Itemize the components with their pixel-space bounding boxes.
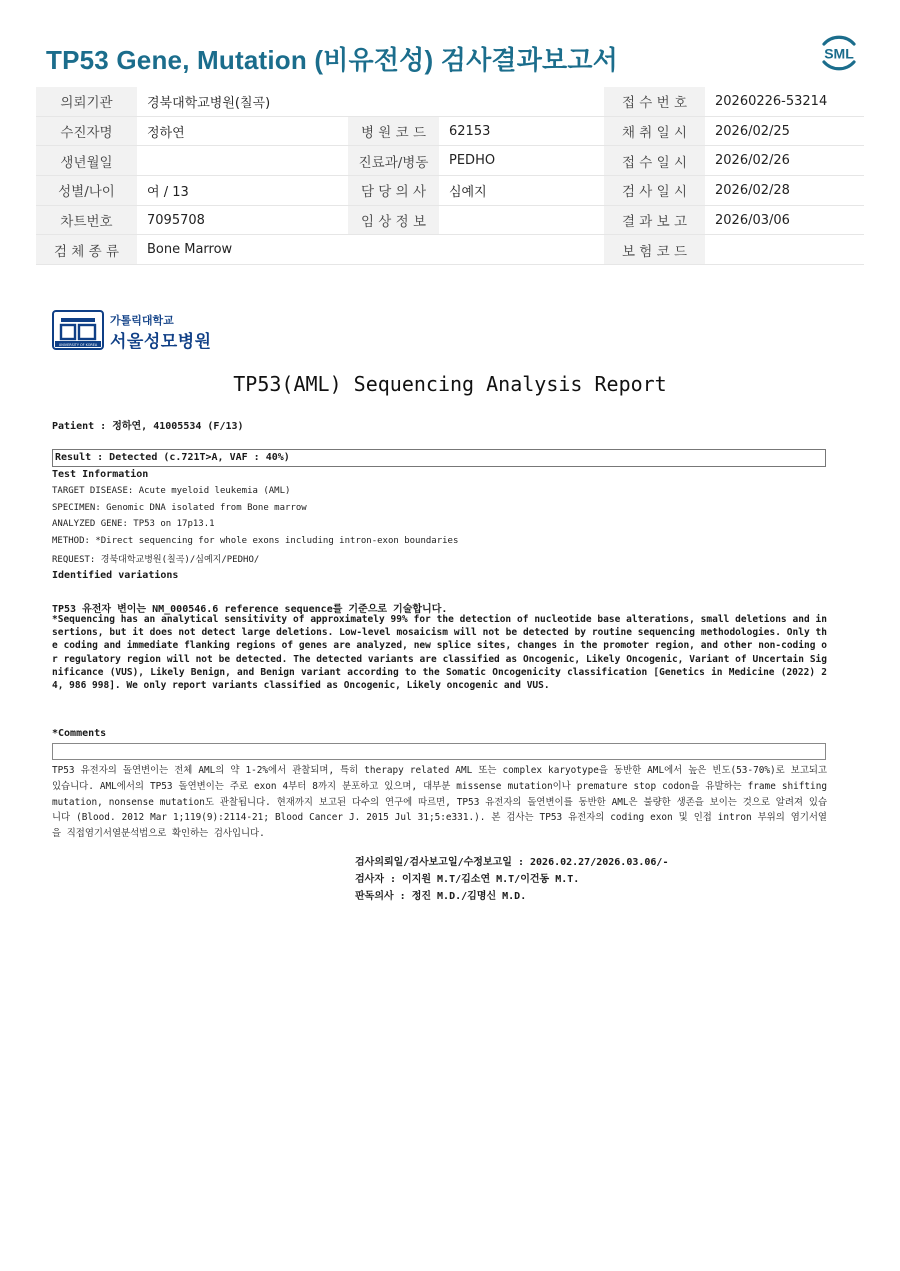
report-title: TP53(AML) Sequencing Analysis Report xyxy=(233,372,667,396)
info-label: 채 취 일 시 xyxy=(604,116,705,146)
info-value: PEDHO xyxy=(439,146,604,176)
target-disease-line: TARGET DISEASE: Acute myeloid leukemia (AML) xyxy=(52,486,291,496)
info-value xyxy=(348,235,439,265)
patient-info-table xyxy=(36,87,864,265)
info-row xyxy=(36,176,864,206)
analyzed-gene-line: ANALYZED GENE: TP53 on 17p13.1 xyxy=(52,519,215,529)
info-value: Bone Marrow xyxy=(137,235,348,265)
info-value: 2026/02/26 xyxy=(705,146,864,176)
info-label: 검 사 일 시 xyxy=(604,176,705,206)
sml-logo xyxy=(816,30,862,76)
hospital-seal-text: UNIVERSITY OF KOREA xyxy=(58,343,98,347)
info-value xyxy=(439,235,604,265)
info-value xyxy=(705,235,864,265)
info-label: 검 체 종 류 xyxy=(36,235,137,265)
info-value: 여 / 13 xyxy=(137,176,348,206)
info-label: 접 수 일 시 xyxy=(604,146,705,176)
result-box: Result : Detected (c.721T>A, VAF : 40%) xyxy=(52,449,826,467)
request-line: REQUEST: 경북대학교병원(칠곡)/심예지/PEDHO/ xyxy=(52,555,260,565)
info-label: 접 수 번 호 xyxy=(604,87,705,116)
info-value xyxy=(348,87,439,116)
info-label: 담 당 의 사 xyxy=(348,176,439,206)
info-label: 결 과 보 고 xyxy=(604,205,705,235)
report-header-title: TP53 Gene, Mutation (비유전성) 검사결과보고서 xyxy=(46,45,618,75)
info-value: 7095708 xyxy=(137,205,348,235)
info-row xyxy=(36,116,864,146)
examiners-line: 검사자 : 이지원 M.T/김소연 M.T/이건동 M.T. xyxy=(355,874,580,885)
comments-box xyxy=(52,743,826,760)
info-value: 2026/02/25 xyxy=(705,116,864,146)
comments-text: TP53 유전자의 돌연변이는 전체 AML의 약 1-2%에서 관찰되며, 특히 therapy related AML 또는 complex karyotype을 동반한 AML에서 높은 빈도(53-70%)로 보고되고 있습니다. AML에서의 TP53 돌연변이는 주로 exon 4부터 8까지 분포하고 있으며, 대부분 missense mutation이나 premature stop codon을 유발하는 frame shifting mutation, nonsense mutation도 관찰됩니다. 현재까지 보고된 다수의 연구에 따르면, TP53 유전자의 돌연변이를 동반한 AML은 불량한 생존을 보이는 것으로 알려져 있습니다 (Blood. 2012 Mar 1;119(9):2114-21; Blood Cancer J. 2015 Jul 31;5:e331.). 본 검사는 TP53 유전자의 coding exon 및 인접 intron 부위의 염기서열을 직접염기서열분석법으로 확인하는 검사입니다. xyxy=(52,765,827,840)
info-value: 20260226-53214 xyxy=(705,87,864,116)
method-line: METHOD: *Direct sequencing for whole exons including intron-exon boundaries xyxy=(52,536,459,546)
info-value: 2026/03/06 xyxy=(705,205,864,235)
comments-heading: *Comments xyxy=(52,728,107,739)
info-label: 임 상 정 보 xyxy=(348,205,439,235)
specimen-line: SPECIMEN: Genomic DNA isolated from Bone marrow xyxy=(52,503,307,513)
info-label: 생년월일 xyxy=(36,146,137,176)
hospital-name-line1: 가톨릭대학교 xyxy=(110,314,174,327)
info-value: 정하연 xyxy=(137,116,348,146)
info-label: 차트번호 xyxy=(36,205,137,235)
info-label: 병 원 코 드 xyxy=(348,116,439,146)
hospital-name-line2: 서울성모병원 xyxy=(110,332,212,352)
hospital-seal-icon xyxy=(52,310,104,350)
info-row xyxy=(36,235,864,265)
test-info-heading: Test Information xyxy=(52,469,149,480)
patient-line: Patient : 정하연, 41005534 (F/13) xyxy=(52,421,244,432)
info-label: 진료과/병동 xyxy=(348,146,439,176)
info-row xyxy=(36,87,864,116)
report-dates-line: 검사의뢰일/검사보고일/수정보고일 : 2026.02.27/2026.03.06/- xyxy=(355,857,669,868)
info-value: 경북대학교병원(칠곡) xyxy=(137,87,348,116)
info-value xyxy=(439,87,604,116)
info-value: 62153 xyxy=(439,116,604,146)
info-label: 보 험 코 드 xyxy=(604,235,705,265)
info-label: 의뢰기관 xyxy=(36,87,137,116)
info-value: 2026/02/28 xyxy=(705,176,864,206)
sml-logo-text: SML xyxy=(824,45,854,62)
info-label: 성별/나이 xyxy=(36,176,137,206)
info-label: 수진자명 xyxy=(36,116,137,146)
info-value xyxy=(137,146,348,176)
info-row xyxy=(36,205,864,235)
reference-sequence-line: TP53 유전자 변이는 NM_000546.6 reference sequence를 기준으로 기술합니다. xyxy=(52,604,448,615)
identified-variations-heading: Identified variations xyxy=(52,570,179,581)
info-row xyxy=(36,146,864,176)
info-value: 심예지 xyxy=(439,176,604,206)
sensitivity-paragraph: *Sequencing has an analytical sensitivity of approximately 99% for the detection of nucleotide base alterations, small deletions and insertions, but it does not detect large deletions. Low-level mosaicism will not be detected by routine sequencing methodologies. Only the coding and immediate flanking regions of genes are analyzed, new splice sites, changes in the promoter region, and other non-coding or regulatory region will not be detected. The detected variants are classified as Oncogenic, Likely Oncogenic, Variant of Uncertain Significance (VUS), Likely Benign, and Benign variant according to the Somatic Oncogenicity classification [Genetics in Medicine (2022) 24, 986 998]. We only report variants classified as Oncogenic, Likely oncogenic and VUS. xyxy=(52,614,827,692)
info-value xyxy=(439,205,604,235)
physician-line: 판독의사 : 정진 M.D./김명신 M.D. xyxy=(355,891,527,902)
